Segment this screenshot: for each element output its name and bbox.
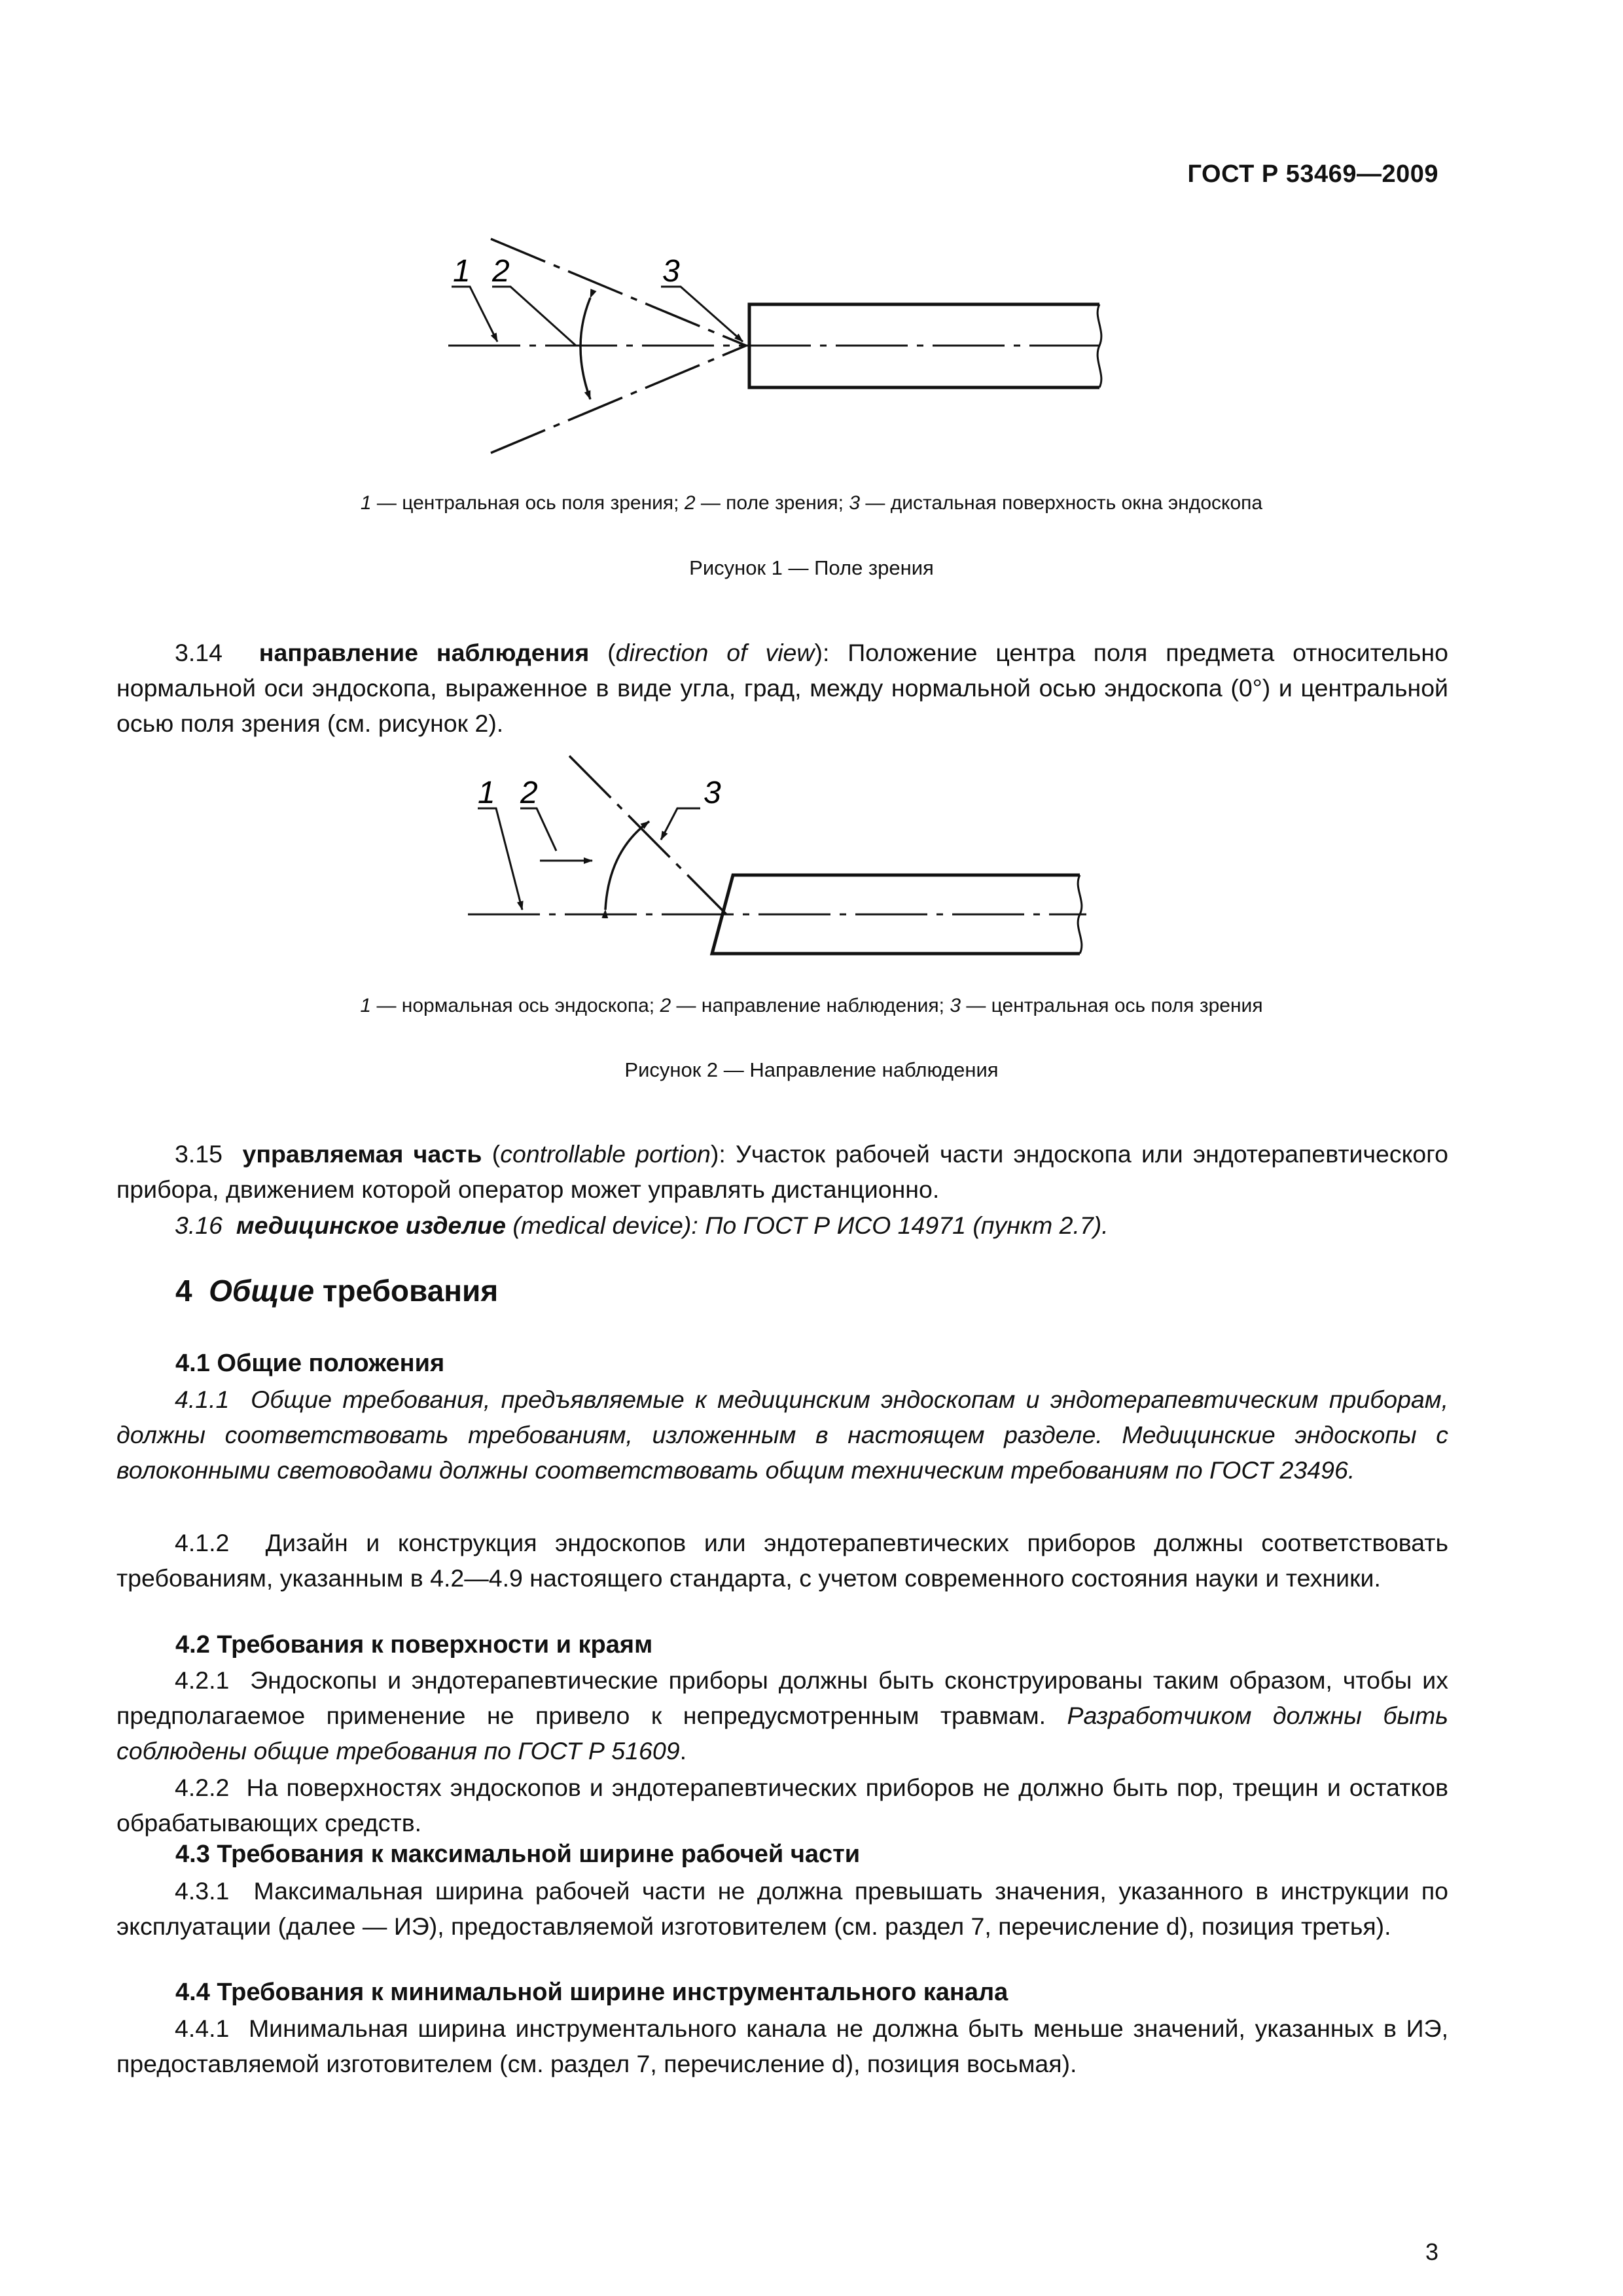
section-title-italic: Общие bbox=[209, 1274, 315, 1308]
legend-text: — нормальная ось эндоскопа; bbox=[371, 995, 660, 1016]
figure-2-label-2: 2 bbox=[520, 776, 538, 810]
clause-text: Общие требования, предъявляемые к медицинским эндоскопам и эндотерапевтическим приборам, должны соответствовать требованиям, изложенным в настоящем разделе. Медицинские эндоскопы с волоконными световодами должны соответствовать общим техническим требованиям по ГОСТ 23496. bbox=[116, 1386, 1448, 1484]
legend-num: 3 bbox=[849, 492, 861, 514]
clause-number: 3.15 bbox=[175, 1140, 223, 1168]
clause-text: Эндоскопы и эндотерапевтические приборы должны быть сконструированы таким образом, чтобы их предполагаемое применение не привело к непредусмотренным травмам. bbox=[116, 1666, 1448, 1729]
clause-number: 4.2.1 bbox=[175, 1666, 230, 1694]
legend-num: 1 bbox=[360, 492, 372, 514]
clause-4-4-1 bbox=[116, 2011, 1448, 2081]
definition: (medical device): По ГОСТ Р ИСО 14971 (пункт 2.7). bbox=[505, 1211, 1109, 1239]
figure-1-label-1: 1 bbox=[453, 254, 471, 289]
clause-number: 4.3.1 bbox=[175, 1877, 230, 1905]
clause-text: Минимальная ширина инструментального канала не должна быть меньше значений, указанных в ИЭ, предоставляемой изготовителем (см. раздел 7, перечисление d), позиция восьмая). bbox=[116, 2015, 1448, 2077]
clause-4-1-2 bbox=[116, 1525, 1448, 1596]
figure-2-leader-3 bbox=[661, 808, 700, 840]
legend-num: 1 bbox=[360, 995, 372, 1016]
figure-2-direction-of-view-diagram bbox=[452, 743, 1106, 959]
clause-3-16 bbox=[116, 1208, 1448, 1243]
legend-text: — направление наблюдения; bbox=[671, 995, 950, 1016]
page-number: 3 bbox=[1425, 2238, 1438, 2265]
legend-text: — центральная ось поля зрения; bbox=[371, 492, 685, 514]
clause-number: 4.4.1 bbox=[175, 2015, 230, 2042]
clause-text-italic: Разработчиком должны быть соблюдены общие требования по ГОСТ Р 51609 bbox=[116, 1702, 1448, 1765]
paren-close: ): bbox=[814, 639, 848, 666]
clause-number: 4.1.2 bbox=[175, 1529, 230, 1556]
legend-num: 2 bbox=[684, 492, 696, 514]
clause-4-2-1 bbox=[116, 1662, 1448, 1768]
subsection-4-4-heading: 4.4 Требования к минимальной ширине инструментального канала bbox=[175, 1979, 1008, 2006]
clause-4-1-1 bbox=[116, 1382, 1448, 1488]
figure-2-caption: Рисунок 2 — Направление наблюдения bbox=[624, 1058, 999, 1081]
paren-open: ( bbox=[482, 1140, 501, 1168]
section-number: 4 bbox=[175, 1274, 192, 1308]
clause-text-end: . bbox=[679, 1737, 687, 1765]
figure-2-leader-2 bbox=[520, 808, 556, 851]
figure-2-label-3: 3 bbox=[704, 776, 721, 810]
document-code-header: ГОСТ Р 53469—2009 bbox=[1187, 160, 1438, 188]
legend-text: — поле зрения; bbox=[695, 492, 849, 514]
figure-1-leader-2 bbox=[492, 287, 576, 346]
legend-num: 2 bbox=[660, 995, 671, 1016]
clause-4-3-1 bbox=[116, 1873, 1448, 1944]
definition: Участок рабочей части эндоскопа или эндотерапевтического прибора, движением которой оператор может управлять дистанционно. bbox=[116, 1140, 1448, 1203]
figure-1-legend bbox=[0, 492, 1623, 514]
figure-1-caption: Рисунок 1 — Поле зрения bbox=[689, 556, 934, 579]
figure-2-label-1: 1 bbox=[478, 776, 495, 810]
clause-4-2-2 bbox=[116, 1770, 1448, 1840]
figure-1-angle-arc bbox=[580, 298, 590, 399]
subsection-4-3-heading: 4.3 Требования к максимальной ширине рабочей части bbox=[175, 1840, 861, 1868]
clause-text: Максимальная ширина рабочей части не должна превышать значения, указанного в инструкции по эксплуатации (далее — ИЭ), предоставляемой изготовителем (см. раздел 7, перечисление d), позиция третья). bbox=[116, 1877, 1448, 1940]
clause-3-14 bbox=[116, 635, 1448, 741]
paren-close: ): bbox=[710, 1140, 736, 1168]
clause-number: 3.16 bbox=[175, 1211, 223, 1239]
legend-text: — центральная ось поля зрения bbox=[961, 995, 1263, 1016]
figure-1-label-3: 3 bbox=[662, 254, 680, 289]
term: направление наблюдения bbox=[259, 639, 590, 666]
term: управляемая часть bbox=[242, 1140, 482, 1168]
clause-number: 3.14 bbox=[175, 639, 223, 666]
figure-1-fov-upper-line bbox=[491, 239, 746, 346]
clause-number: 4.1.1 bbox=[175, 1386, 230, 1413]
paren-open: ( bbox=[589, 639, 616, 666]
clause-text: На поверхностях эндоскопов и эндотерапевтических приборов не должно быть пор, трещин и остатков обрабатывающих средств. bbox=[116, 1774, 1448, 1837]
term: медицинское изделие bbox=[236, 1211, 506, 1239]
legend-num: 3 bbox=[950, 995, 961, 1016]
figure-2-angle-arc bbox=[605, 821, 649, 910]
figure-1-fov-lower-line bbox=[491, 346, 746, 453]
subsection-4-2-heading: 4.2 Требования к поверхности и краям bbox=[175, 1631, 653, 1659]
clause-3-15 bbox=[116, 1136, 1448, 1207]
figure-1-field-of-view-diagram bbox=[419, 229, 1178, 465]
figure-2-legend bbox=[0, 995, 1623, 1017]
clause-text: Дизайн и конструкция эндоскопов или эндотерапевтических приборов должны соответствовать требованиям, указанным в 4.2—4.9 настоящего стандарта, с учетом современного состояния науки и техники. bbox=[116, 1529, 1449, 1592]
definition: Положение центра поля предмета относительно нормальной оси эндоскопа, выраженное в виде угла, град, между нормальной осью эндоскопа (0°) и центральной осью поля зрения (см. рисунок 2). bbox=[116, 639, 1448, 737]
figure-2-central-axis-of-view bbox=[569, 756, 726, 914]
section-title-rest: требования bbox=[314, 1274, 499, 1308]
figure-1-label-2: 2 bbox=[492, 254, 510, 289]
figure-2-leader-1 bbox=[478, 808, 522, 910]
figure-1-leader-1 bbox=[452, 287, 497, 342]
english-term: controllable portion bbox=[500, 1140, 711, 1168]
clause-number: 4.2.2 bbox=[175, 1774, 230, 1801]
english-term: direction of view bbox=[615, 639, 815, 666]
section-4-heading bbox=[175, 1273, 498, 1308]
legend-text: — дистальная поверхность окна эндоскопа bbox=[860, 492, 1263, 514]
subsection-4-1-heading: 4.1 Общие положения bbox=[175, 1350, 445, 1377]
